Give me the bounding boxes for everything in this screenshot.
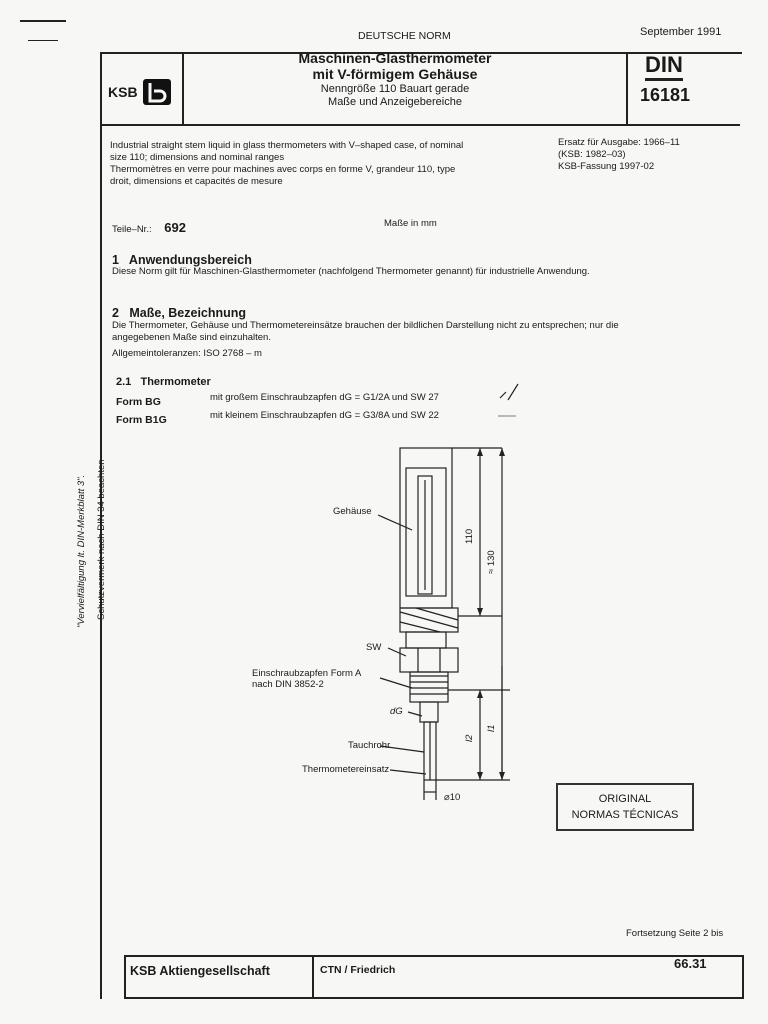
part-no-value: 692	[164, 220, 186, 235]
form-b1g-label: Form B1G	[116, 414, 167, 426]
section1-heading	[112, 253, 252, 267]
dim-l1: l1	[486, 724, 497, 732]
title-line: Maschinen-Glasthermometer	[298, 50, 492, 66]
footer-company: KSB Aktiengesellschaft	[130, 964, 270, 978]
section-title: Anwendungsbereich	[128, 253, 252, 267]
stamp-line: NORMAS TÉCNICAS	[571, 809, 679, 821]
form-b1g-text: mit kleinem Einschraubzapfen dG = G3/8A und SW 22	[210, 410, 439, 421]
header-divider	[626, 52, 628, 124]
text-line: Thermomètres en verre pour machines avec corps en forme V, grandeur 110, type	[110, 164, 456, 175]
tolerance: Allgemeintoleranzen: ISO 2768 – m	[112, 348, 262, 359]
scan-mark	[20, 20, 66, 22]
text-line: Ersatz für Ausgabe: 1966–11	[558, 137, 680, 148]
subtitle	[270, 83, 520, 109]
section-number: 2	[112, 306, 119, 320]
section1-text: Diese Norm gilt für Maschinen-Glasthermometer (nachfolgend Thermometer genannt) für industrielle Anwendung.	[112, 266, 590, 277]
text-line: size 110; dimensions and nominal ranges	[110, 152, 285, 163]
label-dg: dG	[390, 706, 403, 717]
form-bg-text: mit großem Einschraubzapfen dG = G1/2A und SW 27	[210, 392, 439, 403]
section2-heading	[112, 306, 246, 320]
text-line: Die Thermometer, Gehäuse und Thermometereinsätze brauchen der bildlichen Darstellung nicht zu entsprechen; nur die	[112, 320, 619, 331]
form-bg-label: Form BG	[116, 396, 161, 408]
footer-divider	[312, 955, 314, 997]
dim-l2: l2	[464, 734, 475, 742]
text-line: droit, dimensions et capacités de mesure	[110, 176, 283, 187]
label-tauchrohr: Tauchrohr	[348, 740, 391, 751]
title-line: mit V-förmigem Gehäuse	[312, 66, 478, 82]
stamp-line: ORIGINAL	[598, 793, 652, 805]
section-title: Thermometer	[140, 376, 211, 388]
footer-code: 66.31	[674, 956, 707, 971]
date: September 1991	[640, 26, 722, 38]
scan-mark	[28, 40, 58, 41]
units: Maße in mm	[384, 218, 437, 229]
text-line: angegebenen Maße sind einzuhalten.	[112, 332, 271, 343]
dim-d10: ⌀10	[444, 792, 461, 803]
part-no-label: Teile–Nr.:	[112, 224, 152, 235]
ksb-logo-icon	[142, 78, 172, 106]
section-title: Maße, Bezeichnung	[129, 306, 247, 320]
translation-en	[110, 140, 550, 188]
hex-nut	[400, 648, 458, 672]
text-line: nach DIN 3852-2	[252, 679, 324, 690]
continuation-note: Fortsetzung Seite 2 bis	[626, 928, 724, 939]
section21-heading	[116, 376, 211, 388]
subtitle-line: Nenngröße 110 Bauart gerade	[320, 83, 470, 95]
dim-130: ≈ 130	[486, 550, 497, 574]
side-note-copy: "Vervielfältigung lt. DIN-Merkblatt 3".	[76, 474, 87, 628]
dim-110: 110	[464, 528, 475, 544]
case-window	[406, 468, 446, 596]
label-sw: SW	[366, 642, 382, 653]
side-note-protection: Schutzvermerk nach DIN 34 beachten	[96, 459, 107, 620]
text-line: Industrial straight stem liquid in glass thermometers with V–shaped case, of nominal	[110, 140, 464, 151]
text-line: KSB-Fassung 1997-02	[558, 161, 655, 172]
din-number: 16181	[640, 85, 691, 105]
label-gehaeuse: Gehäuse	[333, 506, 372, 517]
label-thermometereinsatz: Thermometereinsatz	[302, 764, 390, 775]
section-number: 1	[112, 253, 119, 267]
text-line: (KSB: 1982–03)	[558, 149, 626, 160]
thermometer-drawing	[240, 440, 530, 810]
norm-label: DEUTSCHE NORM	[358, 30, 451, 42]
logo-text: KSB	[108, 84, 138, 100]
title	[270, 50, 520, 82]
header-divider	[182, 52, 184, 124]
ksb-logo	[108, 78, 172, 106]
replacement-info	[558, 137, 738, 173]
check-mark-icon	[494, 382, 524, 418]
footer-author: CTN / Friedrich	[320, 964, 396, 976]
part-no	[112, 222, 186, 236]
original-stamp	[556, 783, 694, 831]
text-line: Einschraubzapfen Form A	[252, 668, 362, 679]
label-einschraubzapfen	[252, 668, 361, 690]
header-divider	[100, 124, 740, 126]
subtitle-line: Maße und Anzeigebereiche	[328, 96, 462, 108]
section2-text	[112, 320, 737, 360]
section-number: 2.1	[116, 376, 132, 388]
din-label: DIN	[645, 52, 683, 81]
